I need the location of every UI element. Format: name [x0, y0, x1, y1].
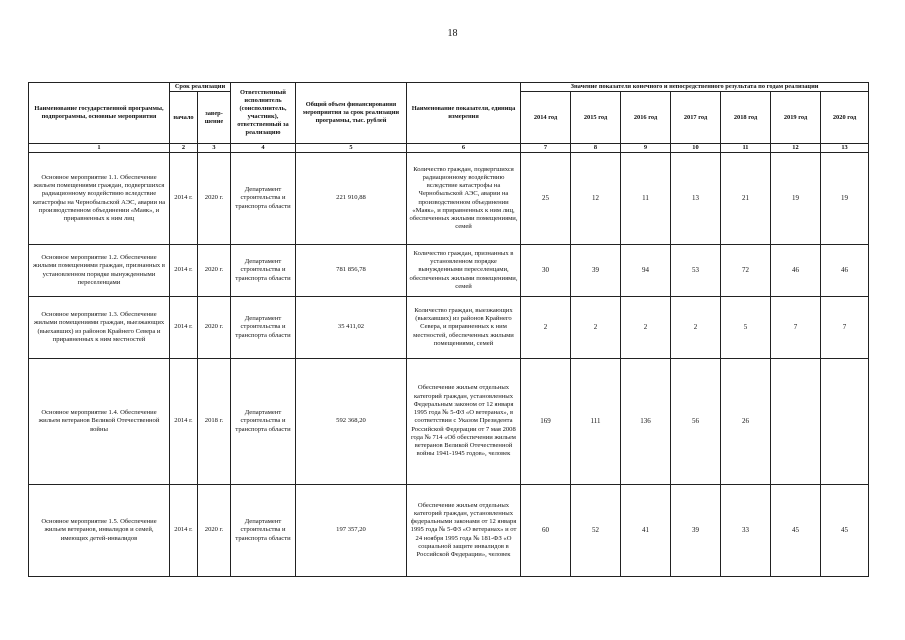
row-name: Основное мероприятие 1.5. Обеспечение жильем ветеранов, инвалидов и семей, имеющих детей-инвалидов: [29, 485, 170, 577]
row-end: 2020 г.: [198, 485, 231, 577]
table-row: [29, 297, 869, 359]
row-indicator: Обеспечение жильем отдельных категорий граждан, установленных Федеральным законом от 12 января 1995 года № 5-ФЗ «О ветеранах», в соответствии с Указом Президента Российской Федерации от 7 мая 2008 года № 714 «Об обеспечении жильем ветеранов Великой Отечественной войны 1941-1945 годов», человек: [407, 359, 521, 485]
row-indicator: Количество граждан, признанных в установленном порядке вынужденными переселенцами, обеспеченных жилыми помещениями, семей: [407, 245, 521, 297]
row-value: 46: [821, 245, 869, 297]
row-value: 72: [721, 245, 771, 297]
row-value: 19: [821, 153, 869, 245]
row-value: 169: [521, 359, 571, 485]
row-executor: Департамент строительства и транспорта области: [231, 297, 296, 359]
row-start: 2014 г.: [170, 359, 198, 485]
row-budget: 221 910,88: [296, 153, 407, 245]
col-number: 2: [170, 144, 198, 153]
row-value: 19: [771, 153, 821, 245]
row-name: Основное мероприятие 1.3. Обеспечение жилыми помещениями граждан, выезжающих (выехавших) из районов Крайнего Севера и приравненных к ним местностей: [29, 297, 170, 359]
header-values-group: Значение показателя конечного и непосредственного результата по годам реализации: [521, 83, 869, 92]
col-number: 1: [29, 144, 170, 153]
program-table: [28, 82, 869, 577]
table-row: [29, 245, 869, 297]
header-year-2016: 2016 год: [621, 92, 671, 144]
row-executor: Департамент строительства и транспорта области: [231, 485, 296, 577]
row-value: [771, 359, 821, 485]
row-value: 33: [721, 485, 771, 577]
header-name: Наименование государственной программы, подпрограммы, основные мероприятия: [29, 83, 170, 144]
header-period: Срок реализации: [170, 83, 231, 92]
header-year-2019: 2019 год: [771, 92, 821, 144]
header-start: начало: [170, 92, 198, 144]
header-year-2020: 2020 год: [821, 92, 869, 144]
row-end: 2020 г.: [198, 245, 231, 297]
row-start: 2014 г.: [170, 153, 198, 245]
row-indicator: Количество граждан, подвергшихся радиационному воздействию вследствие катастрофы на Чернобыльской АЭС, аварии на производственном объединении «Маяк», и приравненных к ним лиц, обеспеченных жилыми помещениями, семей: [407, 153, 521, 245]
row-end: 2020 г.: [198, 153, 231, 245]
row-value: 12: [571, 153, 621, 245]
row-value: 30: [521, 245, 571, 297]
row-name: Основное мероприятие 1.4. Обеспечение жильем ветеранов Великой Отечественной войны: [29, 359, 170, 485]
row-value: 11: [621, 153, 671, 245]
row-executor: Департамент строительства и транспорта области: [231, 359, 296, 485]
row-value: 39: [671, 485, 721, 577]
row-value: 2: [521, 297, 571, 359]
row-value: 45: [821, 485, 869, 577]
column-numbers-row: [29, 144, 869, 153]
row-value: 21: [721, 153, 771, 245]
row-start: 2014 г.: [170, 245, 198, 297]
col-number: 7: [521, 144, 571, 153]
row-value: 60: [521, 485, 571, 577]
row-value: 94: [621, 245, 671, 297]
col-number: 10: [671, 144, 721, 153]
col-number: 12: [771, 144, 821, 153]
row-value: 111: [571, 359, 621, 485]
row-value: 136: [621, 359, 671, 485]
header-end: завер-шение: [198, 92, 231, 144]
row-value: [821, 359, 869, 485]
page-number: 18: [447, 28, 458, 39]
row-end: 2018 г.: [198, 359, 231, 485]
col-number: 11: [721, 144, 771, 153]
header-year-2015: 2015 год: [571, 92, 621, 144]
header-year-2014: 2014 год: [521, 92, 571, 144]
table-row: [29, 485, 869, 577]
row-start: 2014 г.: [170, 297, 198, 359]
row-value: 7: [771, 297, 821, 359]
col-number: 9: [621, 144, 671, 153]
row-name: Основное мероприятие 1.1. Обеспечение жильем помещениями граждан, подвергшихся радиационному воздействию вследствие катастрофы на Чернобыльской АЭС, аварии на производственном объединении «Маяк», и приравненных к ним лиц: [29, 153, 170, 245]
row-value: 53: [671, 245, 721, 297]
header-indicator: Наименование показателя, единица измерения: [407, 83, 521, 144]
row-value: 13: [671, 153, 721, 245]
header-year-2018: 2018 год: [721, 92, 771, 144]
row-indicator: Обеспечение жильем отдельных категорий граждан, установленных федеральными законами от 12 января 1995 года № 5-ФЗ «О ветеранах» и от 24 ноября 1995 года № 181-ФЗ «О социальной защите инвалидов в Российской Федерации», человек: [407, 485, 521, 577]
row-value: 25: [521, 153, 571, 245]
row-value: 2: [571, 297, 621, 359]
row-value: 7: [821, 297, 869, 359]
col-number: 5: [296, 144, 407, 153]
row-value: 52: [571, 485, 621, 577]
row-budget: 35 411,02: [296, 297, 407, 359]
row-value: 45: [771, 485, 821, 577]
row-budget: 781 856,78: [296, 245, 407, 297]
row-value: 39: [571, 245, 621, 297]
row-value: 41: [621, 485, 671, 577]
row-budget: 592 368,20: [296, 359, 407, 485]
col-number: 6: [407, 144, 521, 153]
row-value: 26: [721, 359, 771, 485]
row-executor: Департамент строительства и транспорта области: [231, 153, 296, 245]
header-budget: Общий объем финансирования мероприятия за срок реализации программы, тыс. рублей: [296, 83, 407, 144]
header-year-2017: 2017 год: [671, 92, 721, 144]
col-number: 3: [198, 144, 231, 153]
table-row: [29, 359, 869, 485]
row-budget: 197 357,20: [296, 485, 407, 577]
row-value: 2: [671, 297, 721, 359]
row-start: 2014 г.: [170, 485, 198, 577]
row-value: 5: [721, 297, 771, 359]
row-value: 46: [771, 245, 821, 297]
row-value: 56: [671, 359, 721, 485]
col-number: 13: [821, 144, 869, 153]
col-number: 4: [231, 144, 296, 153]
row-value: 2: [621, 297, 671, 359]
header-executor: Ответственный исполнитель (соисполнитель, участник), ответственный за реализацию: [231, 83, 296, 144]
col-number: 8: [571, 144, 621, 153]
row-end: 2020 г.: [198, 297, 231, 359]
row-name: Основное мероприятие 1.2. Обеспечение жилыми помещениями граждан, признанных в установленном порядке вынужденными переселенцами: [29, 245, 170, 297]
row-indicator: Количество граждан, выезжающих (выехавших) из районов Крайнего Севера, и приравненных к ним местностей, обеспеченных жилыми помещениями, семей: [407, 297, 521, 359]
row-executor: Департамент строительства и транспорта области: [231, 245, 296, 297]
table-row: [29, 153, 869, 245]
